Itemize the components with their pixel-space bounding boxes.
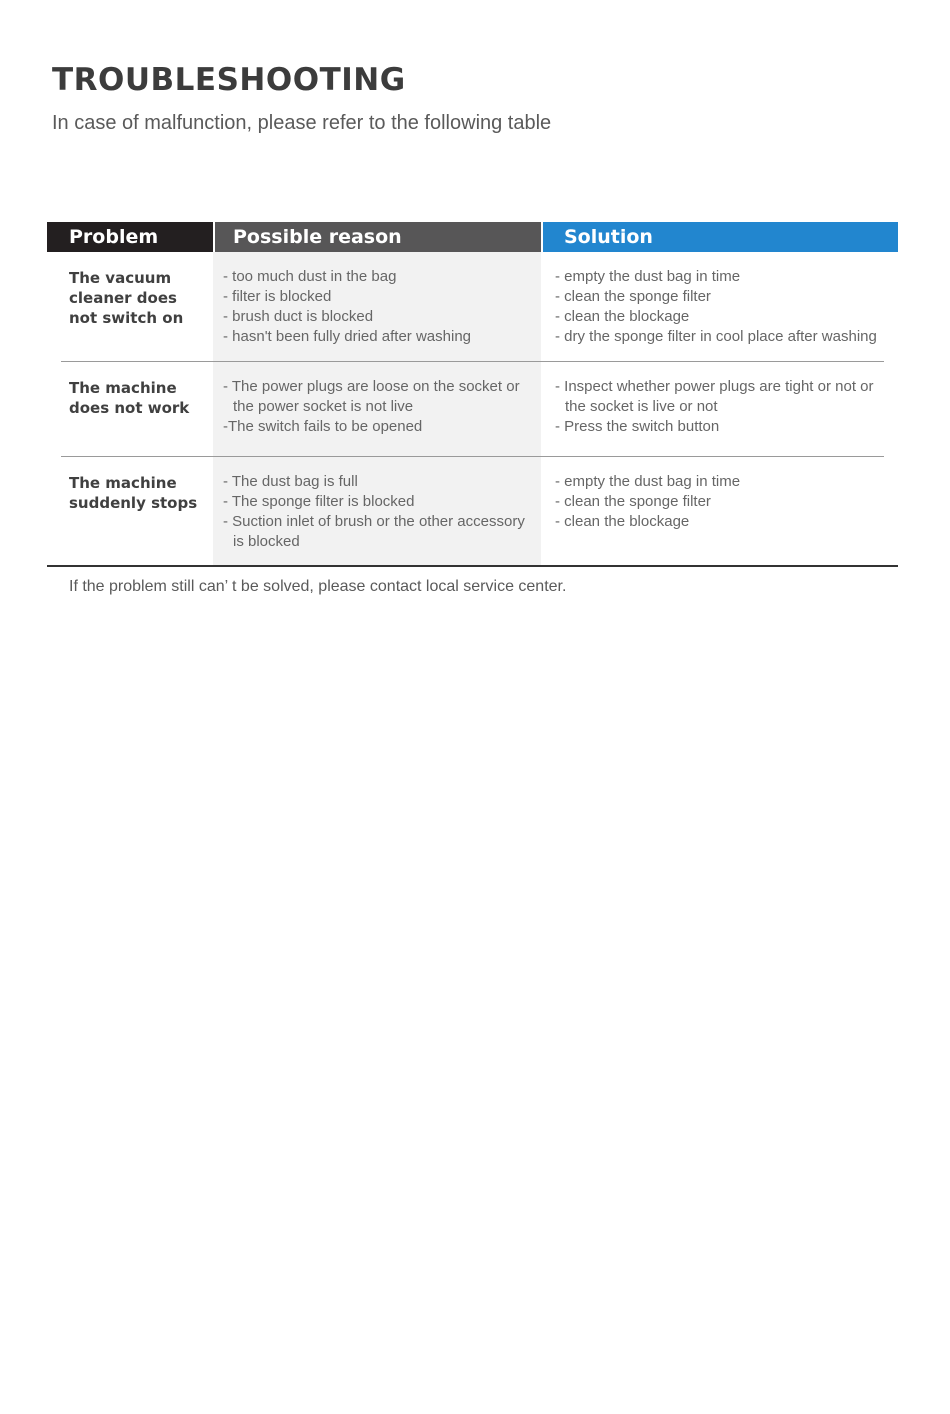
problem-line: does not work [69, 399, 190, 417]
problem-line: The vacuum [69, 269, 172, 287]
reason-line: - The sponge filter is blocked [223, 493, 415, 510]
solution-line: - dry the sponge filter in cool place after washing [555, 328, 877, 345]
reason-line: - hasn't been fully dried after washing [223, 328, 472, 345]
solution-line: - Press the switch button [555, 418, 720, 435]
solution-cell [541, 252, 898, 362]
reason-cell [213, 252, 541, 362]
reason-line: - Suction inlet of brush or the other accessory [223, 513, 525, 530]
reason-line: - too much dust in the bag [223, 268, 397, 285]
header-possible-reason: Possible reason [213, 222, 541, 252]
page-subtitle: In case of malfunction, please refer to the following table [52, 112, 552, 134]
footer-note: If the problem still can’ t be solved, please contact local service center. [69, 578, 567, 595]
header-problem: Problem [47, 222, 213, 252]
table-row [47, 362, 898, 457]
solution-cell [541, 457, 898, 565]
problem-line: The machine [69, 379, 177, 397]
problem-line: cleaner does [69, 289, 177, 307]
reason-cell [213, 362, 541, 457]
reason-line: - The power plugs are loose on the socket or [223, 378, 520, 395]
problem-line: suddenly stops [69, 494, 198, 512]
table-row [47, 252, 898, 362]
reason-line: the power socket is not live [233, 398, 414, 415]
problem-cell [47, 457, 213, 565]
solution-line: - Inspect whether power plugs are tight or not or [555, 378, 874, 395]
solution-line: - clean the sponge filter [555, 288, 711, 305]
page-title: TROUBLESHOOTING [52, 62, 406, 98]
reason-line: -The switch fails to be opened [223, 418, 423, 435]
table-header [47, 222, 898, 252]
reason-line: - The dust bag is full [223, 473, 358, 490]
header-solution: Solution [541, 222, 898, 252]
troubleshooting-table [47, 222, 898, 567]
problem-line: not switch on [69, 309, 184, 327]
problem-line: The machine [69, 474, 177, 492]
problem-cell [47, 252, 213, 362]
solution-line: - clean the sponge filter [555, 493, 711, 510]
solution-line: the socket is live or not [565, 398, 718, 415]
solution-line: - empty the dust bag in time [555, 268, 741, 285]
table-row [47, 457, 898, 567]
solution-line: - empty the dust bag in time [555, 473, 741, 490]
reason-line: - filter is blocked [223, 288, 332, 305]
reason-cell [213, 457, 541, 565]
solution-cell [541, 362, 898, 457]
solution-line: - clean the blockage [555, 513, 690, 530]
reason-line: - brush duct is blocked [223, 308, 374, 325]
solution-line: - clean the blockage [555, 308, 690, 325]
problem-cell [47, 362, 213, 457]
reason-line: is blocked [233, 533, 300, 550]
